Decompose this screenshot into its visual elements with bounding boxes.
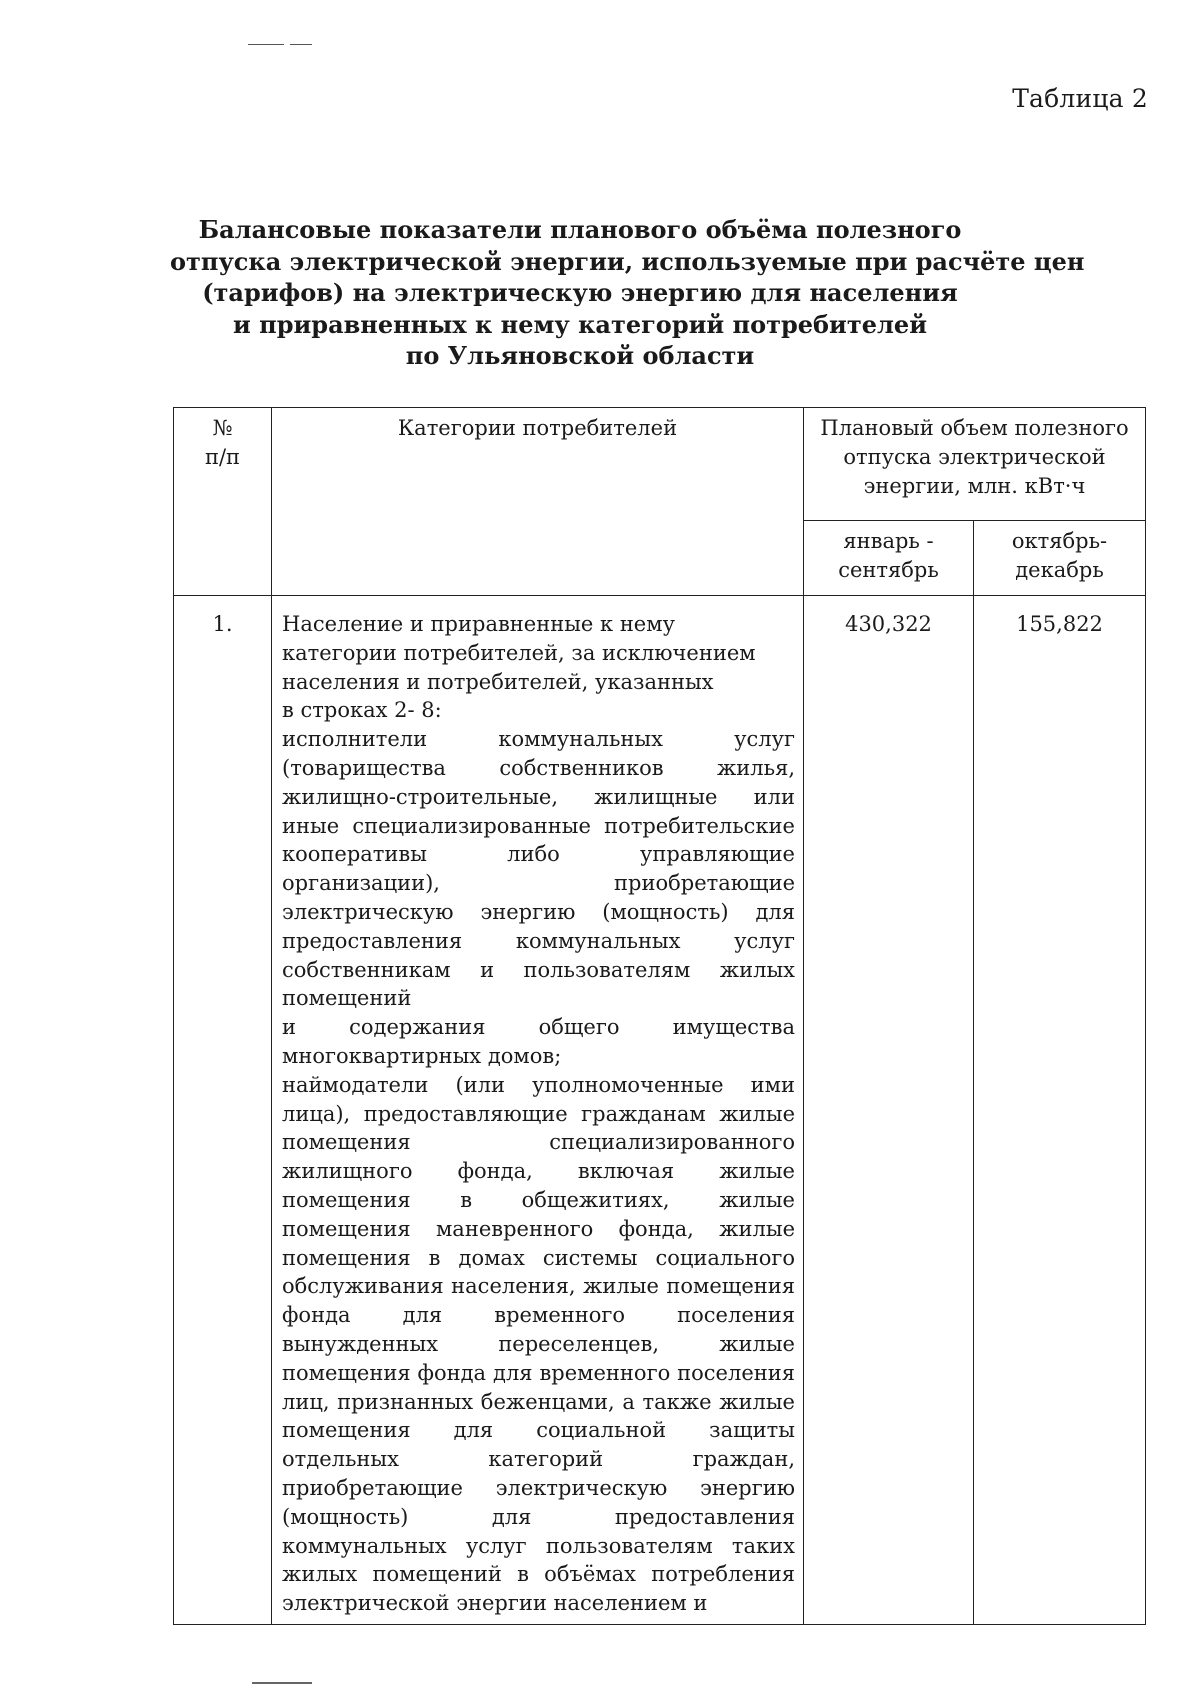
value-jan-sep: 430,322 [804,596,974,1625]
title-line: (тарифов) на электрическую энергию для населения [202,278,958,307]
title-line: по Ульяновской области [405,341,755,370]
table-number: Таблица 2 [1012,84,1148,113]
scan-artifact-top [248,44,284,45]
header-category: Категории потребителей [272,408,804,596]
title-line: Балансовые показатели планового объёма полезного [198,215,962,244]
header-jan-sep: январь - сентябрь [804,521,974,596]
header-oct-dec: октябрь- декабрь [974,521,1146,596]
row-category [272,596,804,1625]
category-paragraph: наймодатели (или уполномоченные ими лица), предоставляющие гражданам жилые помещения специализированного жилищного фонда, включая жилые помещения в общежитиях, жилые помещения маневренного фонда, жилые помещения в домах системы социального обслуживания населения, жилые помещения фонда для временного поселения вынужденных переселенцев, жилые помещения фонда для временного поселения лиц, признанных беженцами, а также жилые помещения для социальной защиты отдельных категорий граждан, приобретающие электрическую энергию (мощность) для предоставления коммунальных услуг пользователям таких жилых помещений в объёмах потребления электрической энергии населением и [282,1072,795,1616]
row-number: 1. [174,596,272,1625]
category-paragraph: Население и приравненные к нему категории потребителей, за исключением населения и потребителей, указанных [282,612,756,694]
title-line: и приравненных к нему категорий потребителей [232,309,927,339]
header-number: № п/п [174,408,272,596]
balance-table [173,407,1146,1625]
table-header-row [174,408,1146,521]
category-paragraph: исполнители коммунальных услуг (товарищества собственников жилья, жилищно-строительные, жилищные или иные специализированные потребительские кооперативы либо управляющие организации), приобретающие электрическую энергию (мощность) для предоставления коммунальных услуг собственникам и пользователям жилых помещений [282,727,795,1011]
scan-artifact-bottom [252,1682,312,1684]
table-row [174,596,1146,1625]
category-paragraph: и содержания общего имущества многоквартирных домов; [282,1015,795,1068]
document-title [170,214,1085,372]
header-planned-volume: Плановый объем полезного отпуска электрической энергии, млн. кВт·ч [804,408,1146,521]
title-line: отпуска электрической энергии, используемые при расчёте цен [170,246,1085,276]
value-oct-dec: 155,822 [974,596,1146,1625]
category-paragraph: в строках 2- 8: [282,698,442,723]
scan-artifact-top-2 [290,44,312,45]
